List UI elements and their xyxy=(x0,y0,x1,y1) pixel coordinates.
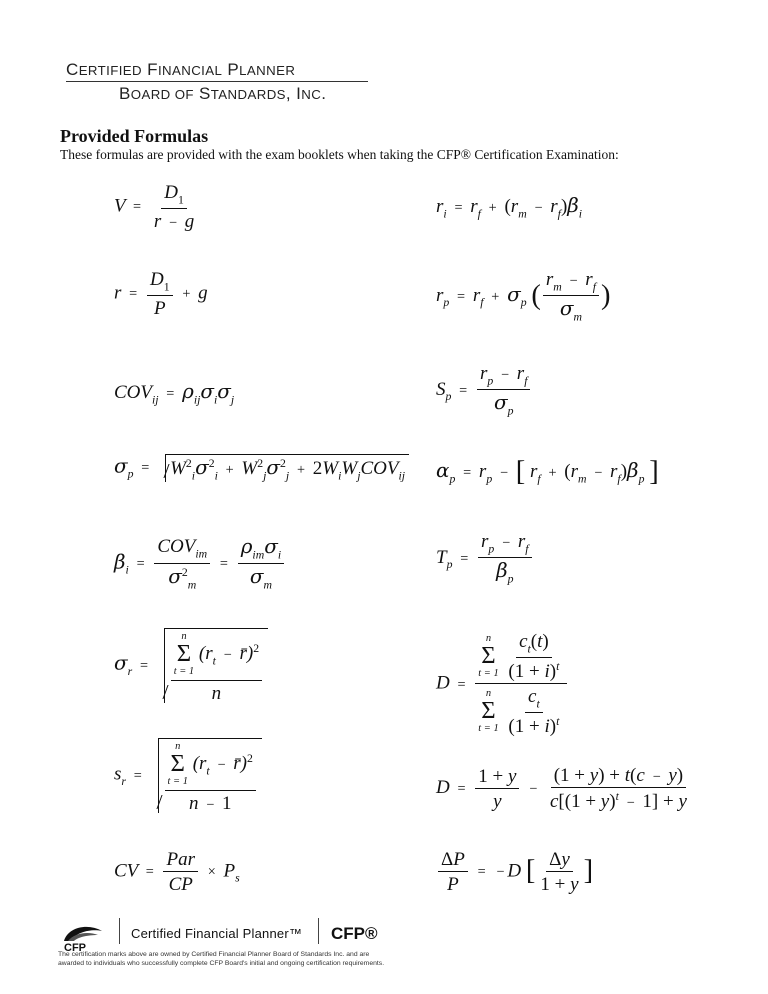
formula-duration: D = n Σ t = 1 $\frac{c_t(t)}{(1 + i)^t}$ n Σ t = 1 $\frac{c_t}{(1 + i)^t}$ xyxy=(436,632,569,736)
formula-portfolio-std-dev: $\sigma_p$ = $W^2_i\sigma^2_i + W^2_j\sigma^2_j + 2W_iW_jCOV_{ij}$ xyxy=(114,454,409,482)
formula-covariance: $COV_{ij} = \rho_{ij}\sigma_i\sigma_j$ xyxy=(114,379,235,407)
formula-treynor: $T_p$ = $\frac{r_p - r_f}{\beta_p}$ xyxy=(436,532,534,585)
cfp-logo-icon xyxy=(58,919,108,953)
formula-duration-closed-form: D = $\frac{1 + y}{y}$ − $\frac{(1 + y) + t(c - y)}{c[(1 + y)^t - 1] + y}$ xyxy=(436,765,687,813)
formula-stock-value: V = $\frac{D_1}{r - g}$ xyxy=(114,182,195,233)
formula-beta: $\beta_i$ = $\frac{COV_{im}}{\sigma^2_m}$ = $\frac{\rho_{im}\sigma_i}{\sigma_m}$ xyxy=(114,537,286,591)
footer-brand: Certified Financial Planner™ xyxy=(131,926,303,941)
page-title: Provided Formulas xyxy=(60,126,209,146)
cfp-logo-text: CFP xyxy=(64,942,86,953)
formula-sample-std-dev: $s_r$ = n Σ t = 1 ($r_t$ − r̄)$^2$ n − 1 xyxy=(114,738,262,813)
formula-cml: $r_p = r_f + \sigma_p$ ( $\frac{r_m - r_f}{\sigma_m}$ ) xyxy=(436,269,611,324)
formula-population-std-dev: $\sigma_r$ = n Σ t = 1 ($r_t$ − r̄)$^2$ n xyxy=(114,628,268,703)
header-line-2: BOARD OF STANDARDS, INC. xyxy=(119,84,327,103)
formula-conversion-value: CV = $\frac{\text{Par}}{CP}$ × $P_s$ xyxy=(114,849,240,895)
formula-sharpe: $S_p$ = $\frac{r_p - r_f}{\sigma_p}$ xyxy=(436,364,532,417)
footer-note: The certification marks above are owned by Certified Financial Planner Board of Standards Inc. and are awarded to individuals who successfully complete CFP Board's initial and ongoing certification requirements. xyxy=(58,951,385,967)
header-rule xyxy=(66,81,368,82)
formula-jensen-alpha: $\alpha_p = r_p$ − [ $r_f + (r_m - r_f)\beta_p$ ] xyxy=(436,456,659,487)
intro-text: These formulas are provided with the exam booklets when taking the CFP® Certification Examination: xyxy=(60,147,619,162)
formula-price-change: $\frac{\Delta P}{P}$ = − D [ $\frac{\Delta y}{1 + y}$ ] xyxy=(436,850,593,894)
footer-divider xyxy=(119,918,120,944)
formula-required-return: r = $\frac{D_1}{P}$ + g xyxy=(114,269,208,320)
header-line-1: CERTIFIED FINANCIAL PLANNER xyxy=(66,60,296,79)
footer-mark: CFP® xyxy=(331,924,378,943)
formula-capm: $r_i = r_f + (r_m - r_f)\beta_i$ xyxy=(436,193,583,221)
footer-divider xyxy=(318,918,319,944)
